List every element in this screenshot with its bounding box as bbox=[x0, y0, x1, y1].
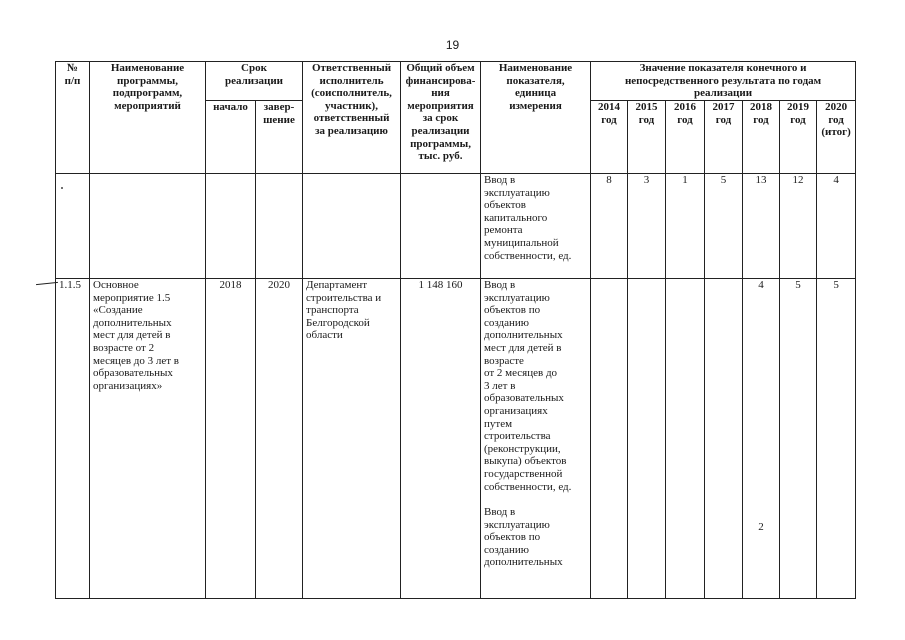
row-end bbox=[256, 174, 303, 279]
row-value-2019: 12 bbox=[780, 174, 817, 279]
indicator-table bbox=[55, 61, 856, 599]
header-year-2016: 2016 год bbox=[666, 101, 705, 174]
header-funding: Общий объем финансирова- ния мероприятия за срок реализации программы, тыс. руб. bbox=[401, 62, 481, 174]
row-value-2015 bbox=[628, 279, 666, 599]
row-value-2020: 4 bbox=[817, 174, 856, 279]
row-end: 2020 bbox=[256, 279, 303, 599]
row-value-2019 bbox=[780, 279, 817, 599]
header-values-group: Значение показателя конечного и непосредственного результата по годам реализации bbox=[591, 62, 856, 101]
row-value-2014: 8 bbox=[591, 174, 628, 279]
header-period-end: завер- шение bbox=[256, 101, 303, 174]
row-value-2015: 3 bbox=[628, 174, 666, 279]
table-row bbox=[56, 279, 856, 599]
row-responsible: Департамент строительства и транспорта Белгородской области bbox=[303, 279, 401, 599]
header-year-2014: 2014 год bbox=[591, 101, 628, 174]
row-name bbox=[90, 174, 206, 279]
row-indicator-second: Ввод в эксплуатацию объектов по созданию дополнительных bbox=[484, 506, 563, 569]
header-year-2018: 2018 год bbox=[743, 101, 780, 174]
row-funding bbox=[401, 174, 481, 279]
scan-dot bbox=[61, 187, 63, 189]
page-number: 19 bbox=[445, 38, 460, 52]
header-period: Срок реализации bbox=[206, 62, 303, 101]
row-value-2017 bbox=[705, 279, 743, 599]
table-row bbox=[56, 174, 856, 279]
row-indicator: Ввод в эксплуатацию объектов капитального ремонта муниципальной собственности, ед. bbox=[481, 174, 591, 279]
row-start: 2018 bbox=[206, 279, 256, 599]
row-value-2020 bbox=[817, 279, 856, 599]
row-indicator: Ввод в эксплуатацию объектов по созданию дополнительных мест для детей в возрасте от 2 месяцев до 3 лет в образовательных организациях путем строительства (реконструкции, выкупа) объектов государственной собственности, ед. bbox=[484, 279, 572, 493]
row-value-2020-a: 5 bbox=[833, 279, 839, 291]
header-year-2020: 2020 год (итог) bbox=[817, 101, 856, 174]
header-num: № п/п bbox=[56, 62, 90, 174]
row-value-2018-b: 2 bbox=[758, 520, 764, 533]
row-value-2016: 1 bbox=[666, 174, 705, 279]
row-responsible bbox=[303, 174, 401, 279]
header-row-1 bbox=[56, 62, 856, 87]
row-value-2016 bbox=[666, 279, 705, 599]
row-start bbox=[206, 174, 256, 279]
header-year-2017: 2017 год bbox=[705, 101, 743, 174]
header-year-2019: 2019 год bbox=[780, 101, 817, 174]
row-num: 1.1.5 bbox=[56, 279, 90, 599]
row-value-2019-a: 5 bbox=[795, 279, 801, 291]
row-value-2018-a: 4 bbox=[758, 279, 764, 291]
header-name: Наименование программы, подпрограмм, мероприятий bbox=[90, 62, 206, 174]
header-period-start: начало bbox=[206, 101, 256, 174]
row-value-2017: 5 bbox=[705, 174, 743, 279]
header-responsible: Ответственный исполнитель (соисполнитель, участник), ответственный за реализацию bbox=[303, 62, 401, 174]
row-value-2014 bbox=[591, 279, 628, 599]
row-value-2018: 13 bbox=[743, 174, 780, 279]
row-indicator-cell bbox=[481, 279, 591, 599]
row-num bbox=[56, 174, 90, 279]
header-year-2015: 2015 год bbox=[628, 101, 666, 174]
row-value-2018 bbox=[743, 279, 780, 599]
row-name: Основное мероприятие 1.5 «Создание дополнительных мест для детей в возрасте от 2 месяцев до 3 лет в образовательных организациях» bbox=[90, 279, 206, 599]
row-funding: 1 148 160 bbox=[401, 279, 481, 599]
header-indicator: Наименование показателя, единица измерения bbox=[481, 62, 591, 174]
